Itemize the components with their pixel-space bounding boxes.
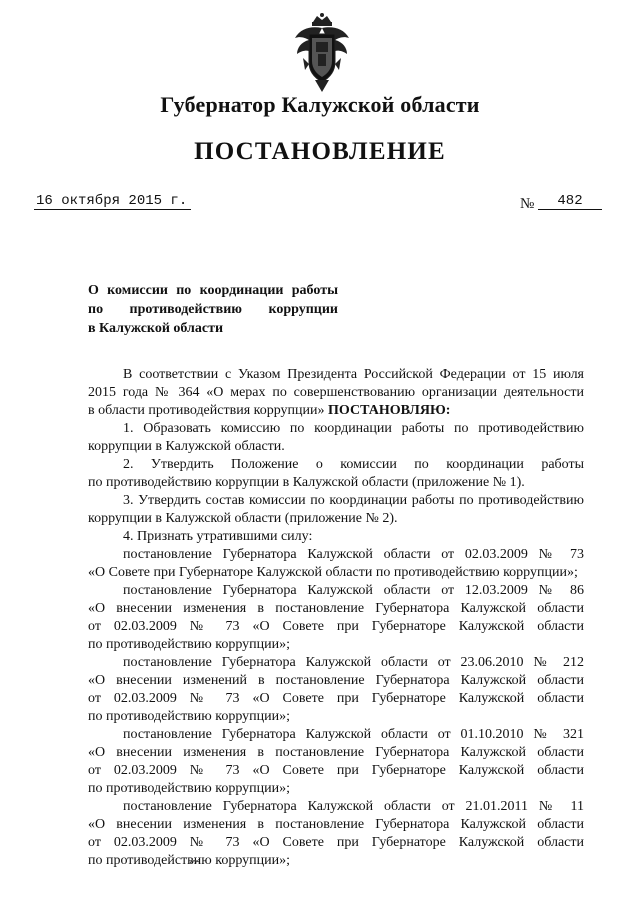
body-line: от 02.03.2009 № 73 «О Совете при Губернаторе Калужской области [88,619,584,634]
subject-line: в Калужской области [88,321,224,336]
body-line: по противодействию коррупции»; [88,709,291,724]
body-line: по противодействию коррупции»; [88,781,291,796]
org-title: Губернатор Калужской области [160,92,480,117]
body-line: постановление Губернатора Калужской области от 01.10.2010 № 321 [123,727,584,742]
body-line: по противодействию коррупции в Калужской области (приложение № 1). [88,475,525,490]
body-line: по противодействию коррупции»; [88,637,291,652]
document-body [88,366,584,870]
document-date: 16 октября 2015 г. [34,193,191,210]
body-line: 1. Образовать комиссию по координации работы по противодействию [123,421,584,436]
body-line: «О внесении изменения в постановление Губернатора Калужской области [88,601,584,616]
subject-line: О комиссии по координации работы [88,283,338,298]
body-line: от 02.03.2009 № 73 «О Совете при Губернаторе Калужской области [88,691,584,706]
body-line: постановление Губернатора Калужской области от 12.03.2009 № 86 [123,583,584,598]
body-line: коррупции в Калужской области (приложение № 2). [88,511,398,526]
body-line: 2015 года № 364 «О мерах по совершенствованию организации деятельности [88,385,584,400]
scan-mark [188,857,202,865]
body-line: от 02.03.2009 № 73 «О Совете при Губернаторе Калужской области [88,835,584,850]
body-line: «О внесении изменений в постановление Губернатора Калужской области [88,673,584,688]
document-number: 482 [538,193,602,210]
body-line: «О Совете при Губернаторе Калужской области по противодействию коррупции»; [88,565,578,580]
number-label: № [520,196,535,212]
body-text: в области противодействия коррупции» [88,403,325,418]
document-subject [88,281,338,338]
body-line: 3. Утвердить состав комиссии по координации работы по противодействию [123,493,584,508]
body-line [88,402,584,420]
body-line: от 02.03.2009 № 73 «О Совете при Губернаторе Калужской области [88,763,584,778]
body-line: «О внесении изменения в постановление Губернатора Калужской области [88,817,584,832]
document-type: ПОСТАНОВЛЕНИЕ [194,138,446,165]
body-line: 2. Утвердить Положение о комиссии по координации работы [123,457,584,472]
body-line: коррупции в Калужской области. [88,439,285,454]
body-line: 4. Признать утратившими силу: [123,529,313,544]
body-line: «О внесении изменения в постановление Губернатора Калужской области [88,745,584,760]
body-line: постановление Губернатора Калужской области от 23.06.2010 № 212 [123,655,584,670]
body-line: постановление Губернатора Калужской области от 21.01.2011 № 11 [123,799,584,814]
subject-line: по противодействию коррупции [88,302,338,317]
body-line: постановление Губернатора Калужской области от 02.03.2009 № 73 [123,547,584,562]
body-line: В соответствии с Указом Президента Российской Федерации от 15 июля [123,367,584,382]
body-line: по противодействию коррупции»; [88,853,291,868]
decree-keyword: ПОСТАНОВЛЯЮ: [328,403,451,418]
coat-of-arms-icon [291,12,353,94]
